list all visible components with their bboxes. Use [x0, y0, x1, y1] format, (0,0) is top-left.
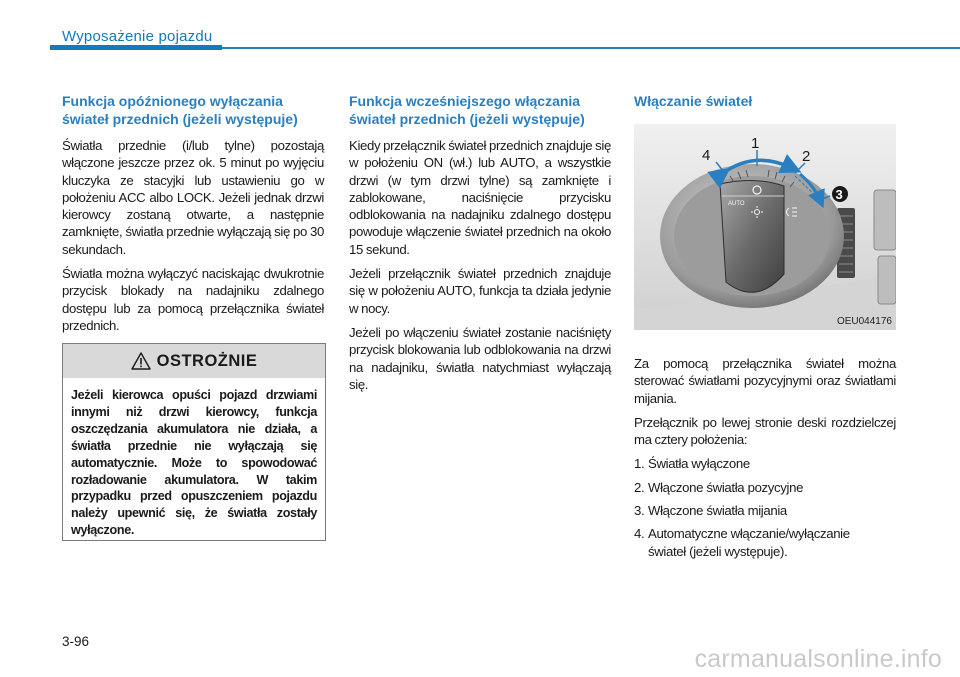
- header-rule-accent: [50, 45, 222, 50]
- callout-1: 1: [751, 135, 760, 152]
- paragraph: Światła można wyłączyć naciskając dwukrotnie przycisk blokady na nadajniku zdalnego dostępu lub za pomocą przełącznika świateł przednich.: [62, 266, 324, 333]
- watermark: carmanualsonline.info: [694, 645, 942, 673]
- heading-delayed-off: Funkcja opóźnionego wyłączania świateł przednich (jeżeli występuje): [62, 93, 298, 127]
- list-item: 3. Włączone światła mijania: [634, 503, 787, 519]
- warning-triangle-icon: [131, 352, 151, 370]
- column-2: [349, 92, 611, 400]
- caution-text: Jeżeli kierowca opuści pojazd drzwiami innymi niż drzwi kierowcy, funkcja oszczędzania akumulatora nie działa, a światła przednie nie wyłączają się automatycznie. Może to spowodować rozładowanie akumulatora. W takim przypadku przed opuszczeniem pojazdu należy upewnić się, że światła zostały wyłączone.: [71, 388, 317, 538]
- callout-3: 3: [835, 187, 843, 202]
- page-number: 3-96: [62, 634, 90, 649]
- paragraph: Za pomocą przełącznika świateł można sterować światłami pozycyjnymi oraz światłami mijania.: [634, 356, 896, 406]
- caution-title: OSTROŻNIE: [156, 351, 258, 370]
- switch-positions-list: [634, 455, 896, 559]
- headlight-switch-figure: [634, 124, 896, 330]
- heading-early-on: Funkcja wcześniejszego włączania świateł przednich (jeżeli występuje): [349, 93, 585, 127]
- caution-header: [63, 344, 325, 378]
- list-item: 1. Światła wyłączone: [634, 456, 750, 472]
- callout-4: 4: [702, 147, 711, 164]
- headlight-switch-illustration: [634, 124, 896, 330]
- caution-box: [62, 343, 326, 541]
- callout-2: 2: [802, 148, 811, 165]
- column-1: [62, 92, 324, 341]
- list-item: 2. Włączone światła pozycyjne: [634, 479, 804, 495]
- paragraph: Jeżeli po włączeniu świateł zostanie naciśnięty przycisk blokowania lub odblokowania na drzwi na nadajniku, światła natychmiast wyłączają się.: [349, 324, 611, 392]
- list-item: 4. Automatyczne włączanie/wyłączanie świateł (jeżeli występuje).: [634, 526, 850, 559]
- paragraph: Przełącznik po lewej stronie deski rozdzielczej ma cztery położenia:: [634, 414, 896, 448]
- paragraph: Kiedy przełącznik świateł przednich znajduje się w położeniu ON (wł.) lub AUTO, a wszystkie drzwi (w tym drzwi tylne) są zamknięte i zablokowane, naciśnięcie przycisku odblokowania na nadajniku zdalnego dostępu powoduje włączenie świateł przednich na około 15 sekund.: [349, 138, 611, 257]
- column-3-header: [634, 92, 896, 119]
- column-3-body: [634, 355, 896, 566]
- paragraph: Światła przednie (i/lub tylne) pozostają włączone jeszcze przez ok. 5 minut po wyjęciu kluczyka ze stacyjki lub ustawieniu go w położeniu ACC albo LOCK. Jeżeli jednak drzwi kierowcy zostaną otwarte, a następnie zamknięte, światła przednie wyłączają się po 30 sekundach.: [62, 138, 324, 257]
- switch-auto-label: AUTO: [728, 201, 745, 207]
- figure-code: OEU044176: [836, 316, 892, 327]
- heading-lights-on: Włączanie świateł: [634, 93, 753, 109]
- section-title: Wyposażenie pojazdu: [62, 28, 213, 45]
- paragraph: Jeżeli przełącznik świateł przednich znajduje się w położeniu AUTO, funkcja ta działa jedynie w nocy.: [349, 266, 611, 316]
